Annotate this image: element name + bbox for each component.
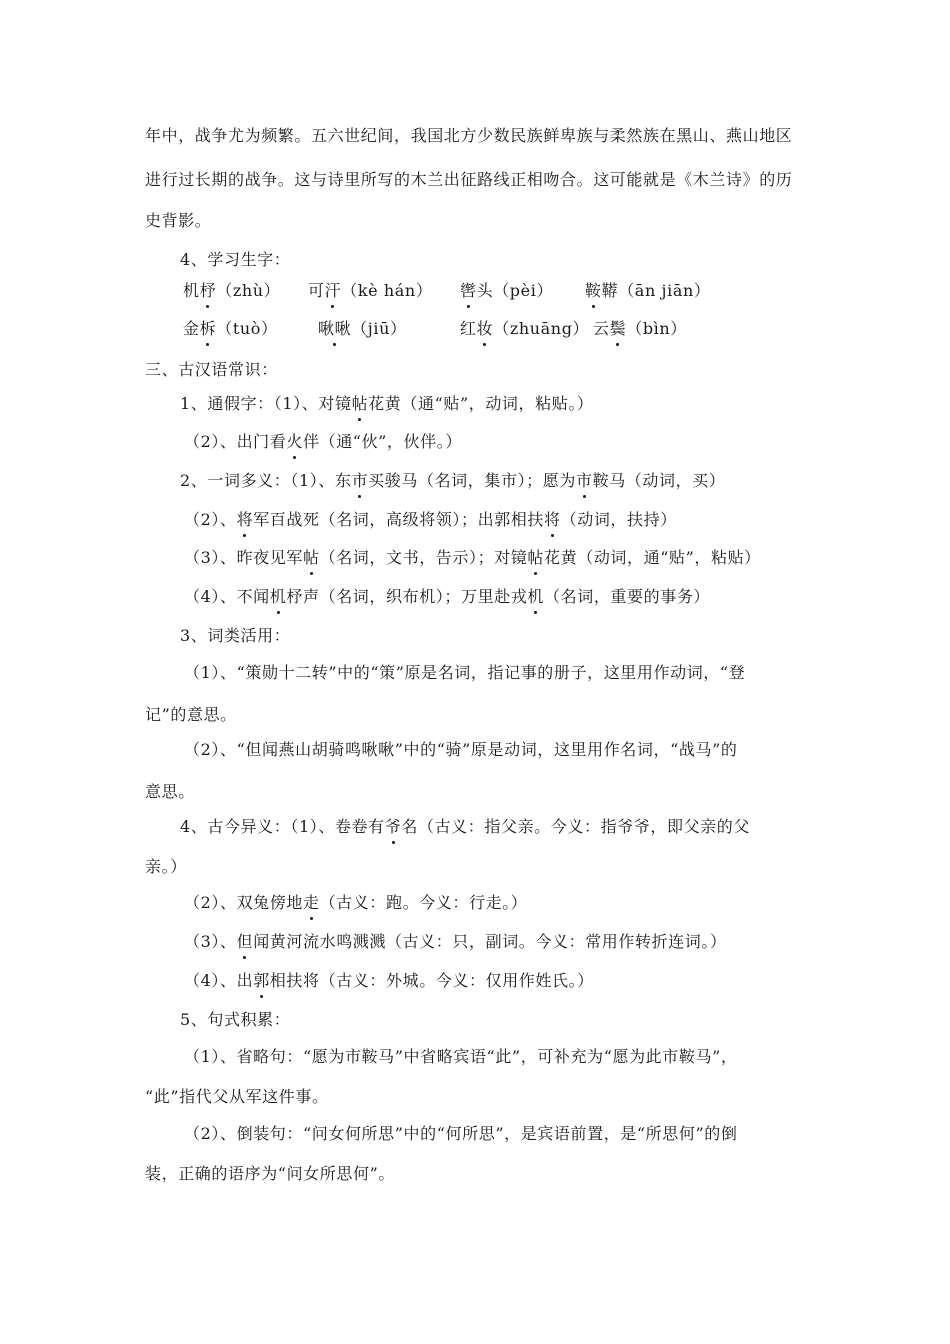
paragraph-line: （2）、双兔傍地走（古义：跑。今义：行走。）: [184, 893, 528, 912]
vocab-item: 云鬓（bìn）: [593, 319, 687, 338]
emphasis-char: 郭: [253, 971, 270, 990]
vocab-item: 啾啾（jiū）: [318, 319, 407, 338]
emphasis-char: 鞍: [585, 281, 602, 300]
paragraph-line: （3）、但闻黄河流水鸣溅溅（古义：只，副词。今义：常用作转折连词。）: [184, 932, 727, 951]
emphasis-char: 机: [269, 587, 287, 606]
paragraph-line: 4、古今异义：（1）、卷卷有爷名（古义：指父亲。今义：指爷爷，即父亲的父: [180, 817, 750, 836]
vocab-item: 机杼（zhù）: [183, 281, 281, 300]
emphasis-char: 汗: [324, 281, 342, 300]
emphasis-char: 帖: [527, 548, 545, 567]
emphasis-char: 辔: [460, 281, 477, 300]
vocab-item: 金柝（tuò）: [183, 319, 278, 338]
paragraph-line: （1）、省略句：“愿为市鞍马”中省略宾语“此”，可补充为“愿为此市鞍马”，: [184, 1047, 738, 1066]
section-heading: 三、古汉语常识：: [145, 360, 278, 379]
paragraph-line: （3）、昨夜见军帖（名词，文书，告示）；对镜帖花黄（动词，通“贴”，粘贴）: [184, 548, 761, 567]
paragraph-line: （2）、将军百战死（名词，高级将领）；出郭相扶将（动词，扶持）: [184, 510, 677, 529]
emphasis-char: 火: [286, 432, 303, 451]
paragraph-line: （2）、倒装句：“问女何所思”中的“何所思”，是宾语前置，是“所思何”的倒: [184, 1124, 738, 1143]
emphasis-char: 走: [302, 893, 320, 912]
paragraph-line: 1、通假字：（1）、对镜帖花黄（通“贴”，动词，粘贴。）: [180, 394, 594, 413]
paragraph-line: “此”指代父从军这件事。: [145, 1087, 329, 1106]
paragraph-line: 史背影。: [145, 211, 212, 230]
emphasis-char: 鬓: [609, 319, 627, 338]
section-heading: 4、学习生字：: [180, 250, 291, 269]
paragraph-line: 亲。）: [145, 857, 187, 876]
paragraph-line: （2）、“但闻燕山胡骑鸣啾啾”中的“骑”原是动词，这里用作名词，“战马”的: [184, 740, 738, 759]
vocab-item: 辔头（pèi）: [460, 281, 554, 300]
section-heading: 5、句式积累：: [180, 1010, 291, 1029]
paragraph-line: 年中，战争尤为频繁。五六世纪间，我国北方少数民族鲜卑族与柔然族在黑山、燕山地区: [145, 126, 793, 145]
emphasis-char: 机: [527, 587, 545, 606]
emphasis-char: 啾啾: [318, 319, 352, 338]
emphasis-char: 但: [236, 932, 254, 951]
vocab-item: 鞍鞯（ān jiān）: [585, 281, 711, 300]
emphasis-char: 帖: [302, 548, 320, 567]
paragraph-line: 2、一词多义：（1）、东市买骏马（名词，集市）；愿为市鞍马（动词，买）: [180, 471, 726, 490]
emphasis-char: 将: [236, 510, 254, 529]
paragraph-line: （2）、出门看火伴（通“伙”，伙伴。）: [184, 432, 462, 451]
paragraph-line: 装，正确的语序为“问女所思何”。: [145, 1164, 395, 1183]
paragraph-line: （4）、出郭相扶将（古义：外城。今义：仅用作姓氏。）: [184, 971, 594, 990]
paragraph-line: 进行过长期的战争。这与诗里所写的木兰出征路线正相吻合。这可能就是《木兰诗》的历: [145, 170, 793, 189]
paragraph-line: （1）、“策勋十二转”中的“策”原是名词，指记事的册子，这里用作动词，“登: [184, 663, 746, 682]
emphasis-char: 柝: [199, 319, 217, 338]
emphasis-char: 将: [544, 510, 561, 529]
section-heading: 3、词类活用：: [180, 626, 291, 645]
paragraph-line: （4）、不闻机杼声（名词，织布机）；万里赴戎机（名词，重要的事务）: [184, 587, 711, 606]
emphasis-char: 市: [351, 471, 369, 490]
vocab-item: 可汗（kè hán）: [308, 281, 433, 300]
vocab-item: 红妆（zhuāng）: [460, 319, 590, 338]
emphasis-char: 杼: [199, 281, 217, 300]
emphasis-char: 妆: [476, 319, 494, 338]
emphasis-char: 爷: [384, 817, 402, 836]
paragraph-line: 记”的意思。: [145, 705, 237, 724]
emphasis-char: 市: [575, 471, 593, 490]
paragraph-line: 意思。: [145, 782, 195, 801]
emphasis-char: 帖: [351, 394, 369, 413]
